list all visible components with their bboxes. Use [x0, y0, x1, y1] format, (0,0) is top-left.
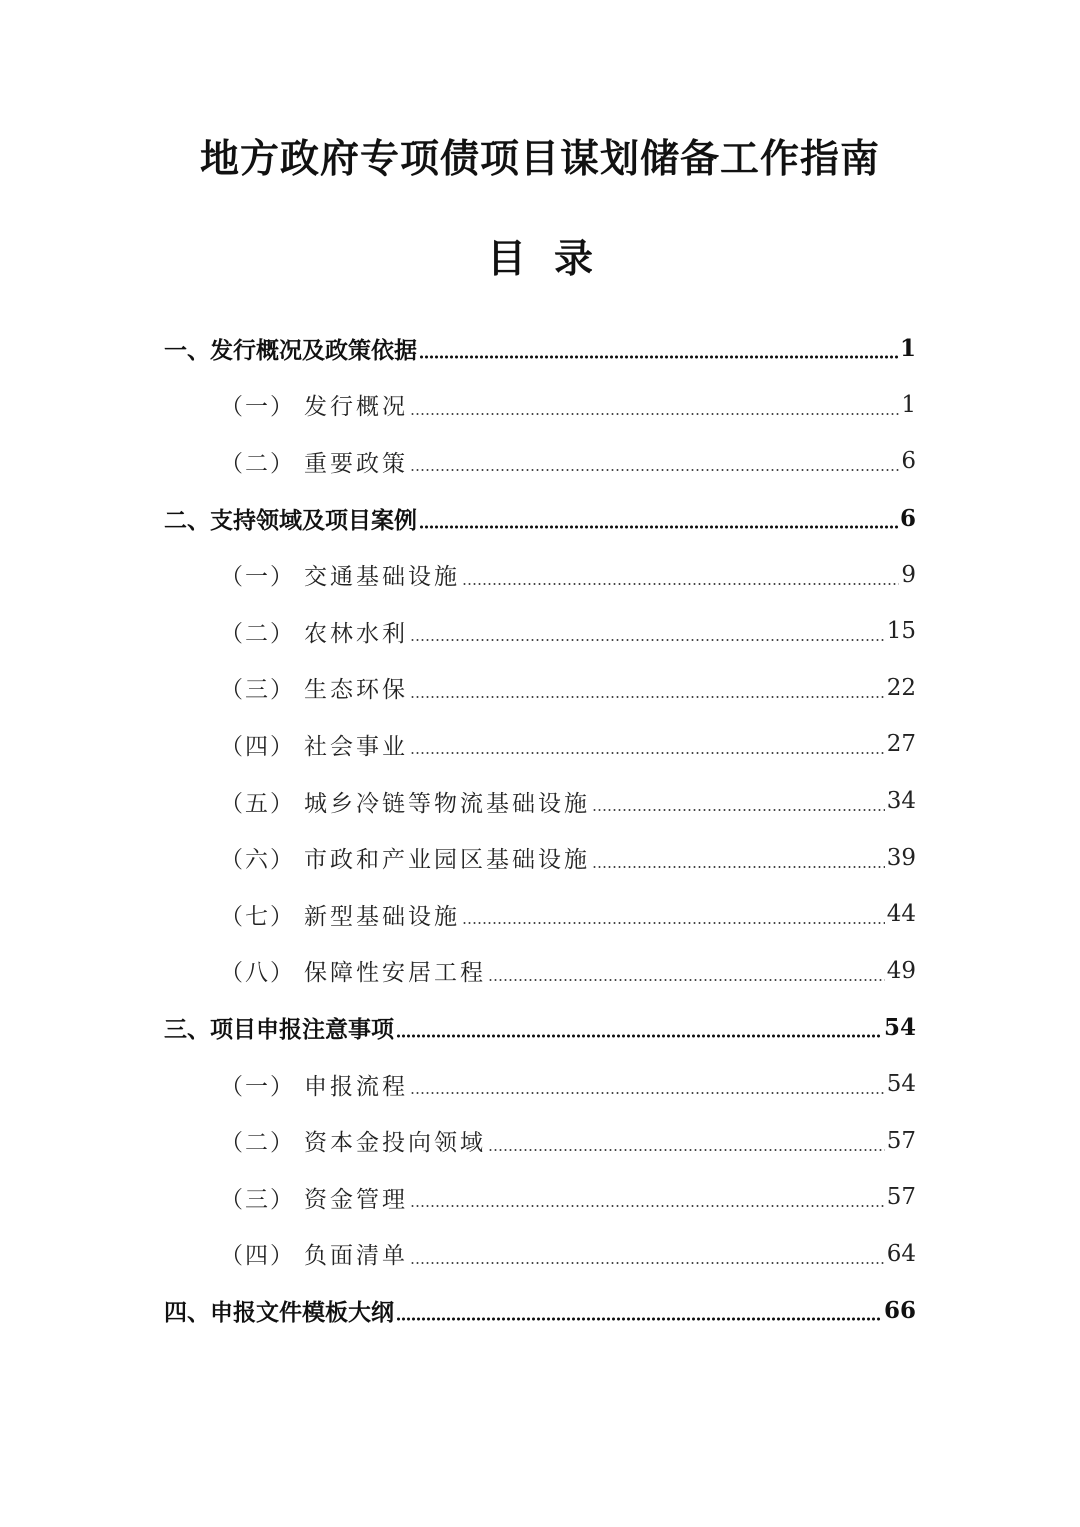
toc-dot-leader	[396, 1317, 882, 1321]
toc-entry-label: 生态环保	[304, 677, 408, 704]
toc-entry-number: （四）	[220, 1243, 295, 1270]
toc-dot-leader	[410, 695, 885, 699]
toc-subsection-entry[interactable]	[164, 1169, 916, 1226]
toc-entry-label: 社会事业	[304, 733, 408, 760]
toc-page-number: 64	[886, 1240, 916, 1267]
toc-dot-leader	[410, 751, 885, 755]
toc-entry-label: 项目申报注意事项	[210, 1016, 394, 1043]
toc-entry-label: 重要政策	[304, 450, 408, 477]
toc-entry-label: 申报流程	[304, 1073, 408, 1100]
toc-page-number: 54	[883, 1013, 916, 1041]
toc-subsection-entry[interactable]	[164, 377, 916, 434]
toc-page-number: 66	[883, 1296, 916, 1324]
toc-entry-label: 申报文件模板大纲	[210, 1299, 394, 1326]
toc-dot-leader	[396, 1034, 882, 1038]
toc-entry-number: （八）	[220, 960, 295, 987]
toc-page-number: 44	[886, 901, 916, 928]
toc-dot-leader	[410, 638, 885, 642]
toc-page-number: 57	[886, 1184, 916, 1211]
toc-subsection-entry[interactable]	[164, 943, 916, 1000]
toc-entry-number: 二、	[164, 507, 210, 534]
toc-section-entry[interactable]	[164, 1282, 916, 1339]
toc-page-number: 9	[901, 561, 916, 588]
toc-entry-number: 一、	[164, 337, 210, 364]
toc-subsection-entry[interactable]	[164, 660, 916, 717]
toc-entry-label: 市政和产业园区基础设施	[304, 847, 590, 874]
toc-page-number: 39	[886, 844, 916, 871]
toc-entry-number: （三）	[220, 677, 295, 704]
toc-subsection-entry[interactable]	[164, 1112, 916, 1169]
toc-subsection-entry[interactable]	[164, 546, 916, 603]
table-of-contents	[164, 320, 916, 1339]
toc-page-number: 49	[886, 957, 916, 984]
toc-dot-leader	[410, 412, 899, 416]
toc-entry-label: 负面清单	[304, 1243, 408, 1270]
document-title: 地方政府专项债项目谋划储备工作指南	[199, 137, 880, 182]
toc-entry-number: 三、	[164, 1016, 210, 1043]
toc-page-number: 57	[886, 1127, 916, 1154]
toc-page-number: 15	[886, 618, 916, 645]
toc-entry-number: （五）	[220, 790, 295, 817]
toc-dot-leader	[419, 525, 898, 529]
toc-entry-number: （四）	[220, 733, 295, 760]
toc-dot-leader	[410, 1261, 885, 1265]
toc-entry-label: 交通基础设施	[304, 564, 460, 591]
toc-entry-label: 保障性安居工程	[304, 960, 486, 987]
toc-entry-number: （二）	[220, 620, 295, 647]
toc-entry-label: 支持领域及项目案例	[210, 507, 417, 534]
toc-subsection-entry[interactable]	[164, 716, 916, 773]
toc-dot-leader	[410, 468, 899, 472]
toc-section-entry[interactable]	[164, 490, 916, 547]
toc-page-number: 6	[899, 504, 916, 532]
toc-entry-label: 资本金投向领域	[304, 1130, 486, 1157]
toc-entry-label: 发行概况	[304, 394, 408, 421]
toc-page-number: 54	[886, 1071, 916, 1098]
toc-subsection-entry[interactable]	[164, 603, 916, 660]
toc-page-number: 22	[886, 674, 916, 701]
toc-dot-leader	[410, 1204, 885, 1208]
toc-entry-number: 四、	[164, 1299, 210, 1326]
toc-dot-leader	[462, 582, 899, 586]
toc-dot-leader	[592, 865, 885, 869]
toc-subsection-entry[interactable]	[164, 1226, 916, 1283]
toc-entry-label: 发行概况及政策依据	[210, 337, 417, 364]
toc-subsection-entry[interactable]	[164, 1056, 916, 1113]
toc-section-entry[interactable]	[164, 999, 916, 1056]
toc-entry-number: （三）	[220, 1186, 295, 1213]
toc-page-number: 6	[901, 448, 916, 475]
toc-entry-number: （一）	[220, 1073, 295, 1100]
toc-entry-number: （一）	[220, 394, 295, 421]
toc-entry-label: 新型基础设施	[304, 903, 460, 930]
toc-dot-leader	[488, 1148, 885, 1152]
toc-heading: 目录	[486, 237, 621, 282]
toc-entry-label: 城乡冷链等物流基础设施	[304, 790, 590, 817]
toc-subsection-entry[interactable]	[164, 886, 916, 943]
toc-entry-number: （六）	[220, 847, 295, 874]
toc-dot-leader	[462, 921, 885, 925]
toc-dot-leader	[410, 1091, 885, 1095]
toc-page-number: 1	[899, 334, 916, 362]
toc-page-number: 34	[886, 788, 916, 815]
toc-section-entry[interactable]	[164, 320, 916, 377]
toc-entry-label: 资金管理	[304, 1186, 408, 1213]
toc-entry-number: （七）	[220, 903, 295, 930]
toc-subsection-entry[interactable]	[164, 829, 916, 886]
toc-page-number: 1	[901, 391, 916, 418]
toc-entry-number: （二）	[220, 450, 295, 477]
toc-entry-number: （一）	[220, 564, 295, 591]
toc-dot-leader	[592, 808, 885, 812]
toc-subsection-entry[interactable]	[164, 773, 916, 830]
toc-page-number: 27	[886, 731, 916, 758]
toc-entry-label: 农林水利	[304, 620, 408, 647]
toc-subsection-entry[interactable]	[164, 433, 916, 490]
toc-entry-number: （二）	[220, 1130, 295, 1157]
toc-dot-leader	[488, 978, 885, 982]
toc-dot-leader	[419, 355, 898, 359]
